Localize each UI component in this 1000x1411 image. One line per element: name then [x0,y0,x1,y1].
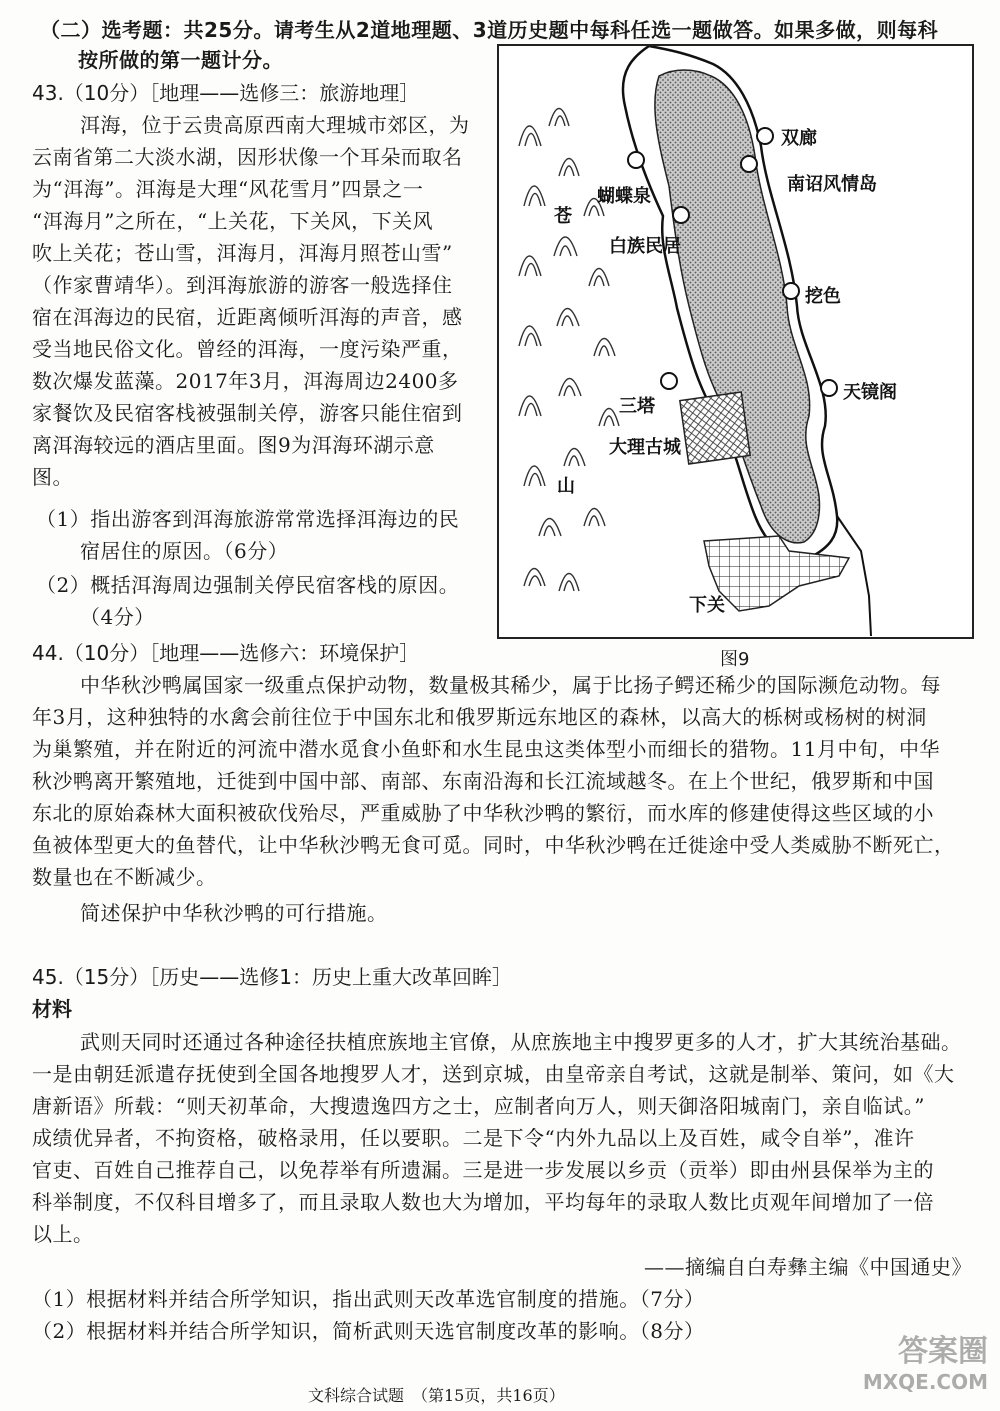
marker-hudiequan [628,152,644,168]
xiaguan-city [704,536,849,611]
label-hudiequan: 蝴蝶泉 [597,186,651,207]
q44-question: 简述保护中华秋沙鸭的可行措施。 [80,901,388,925]
q43-line: 图。 [32,465,73,489]
marker-nanzhao [741,156,757,172]
marker-shuanglang [757,128,773,144]
label-shan: 山 [557,476,575,497]
map-drawing [499,46,972,637]
q44-line: 数量也在不断减少。 [32,865,217,889]
label-dali: 大理古城 [609,437,681,458]
q45-sub2: （2）根据材料并结合所学知识，简析武则天选官制度改革的影响。（8分） [32,1319,705,1343]
erhai-map [497,44,974,639]
q43-line: 吹上关花；苍山雪，洱海月，洱海月照苍山雪” [32,241,453,265]
q44-line: 为巢繁殖，并在附近的河流中潜水觅食小鱼虾和水生昆虫这类体型小而细长的猎物。11月中旬，中华 [32,737,940,761]
q43-line: 数次爆发蓝藻。2017年3月，洱海周边2400多 [32,369,459,393]
q43-sub1-cont: 宿居住的原因。（6分） [80,539,289,563]
q43-line: 云南省第二大淡水湖，因形状像一个耳朵而取名 [32,145,463,169]
material-label: 材料 [32,997,72,1021]
q45-line: 科举制度，不仅科目增多了，而且录取人数也大为增加，平均每年的录取人数比贞观年间增加了一倍 [32,1190,934,1214]
q44-header: 44.（10分）［地理——选修六：环境保护］ [32,641,420,665]
q44-line: 秋沙鸭离开繁殖地，迁徙到中国中部、南部、东南沿海和长江流域越冬。在上个世纪，俄罗斯和中国 [32,769,934,793]
watermark-logo [838,1326,988,1406]
page-footer: 文科综合试题 （第15页，共16页） [308,1386,565,1405]
q43-passage [32,109,492,493]
q43-line: 宿在洱海边的民宿，近距离倾听洱海的声音，感 [32,305,463,329]
figure-caption: 图9 [720,649,750,670]
q45-passage [32,1026,972,1250]
q44-line: 东北的原始森林大面积被砍伐殆尽，严重威胁了中华秋沙鸭的繁衍，而水库的修建使得这些区域的小 [32,801,934,825]
cangshan-mountains [519,109,619,592]
q43-sub2: （2）概括洱海周边强制关停民宿客栈的原因。 [36,573,460,597]
q43-line: （作家曹靖华）。到洱海旅游的游客一般选择住 [32,273,453,297]
label-tianjingge: 天镜阁 [843,382,897,403]
q43-line: 离洱海较远的酒店里面。图9为洱海环湖示意 [32,433,435,457]
dali-old-town [680,392,750,464]
q45-sub1: （1）根据材料并结合所学知识，指出武则天改革选官制度的措施。（7分） [32,1287,705,1311]
label-shuanglang: 双廊 [781,128,817,149]
marker-baizu [673,207,689,223]
source-citation: ——摘编自白寿彝主编《中国通史》 [644,1255,972,1279]
q45-line: 武则天同时还通过各种途径扶植庶族地主官僚，从庶族地主中搜罗更多的人才，扩大其统治基础。 [80,1030,962,1054]
q44-line: 中华秋沙鸭属国家一级重点保护动物，数量极其稀少，属于比扬子鳄还稀少的国际濒危动物。每 [80,673,941,697]
label-xiaguan: 下关 [689,595,725,616]
watermark-text: 答案圈 [898,1334,988,1369]
q45-line: 以上。 [32,1222,94,1246]
watermark-url: MXQE.COM [862,1370,988,1394]
q45-line: 唐新语》所载：“则天初革命，大搜遗逸四方之士，应制者向万人，则天御洛阳城南门，亲自临试。” [32,1094,925,1118]
q45-line: 官吏、百姓自己推荐自己，以免荐举有所遗漏。三是进一步发展以乡贡（贡举）即由州县保举为主的 [32,1158,934,1182]
label-nanzhao: 南诏风情岛 [787,174,877,195]
label-santa: 三塔 [619,396,655,417]
q43-line: 家餐饮及民宿客栈被强制关停，游客只能住宿到 [32,401,463,425]
q43-sub2-cont: （4分） [80,605,155,629]
marker-tianjingge [821,380,837,396]
q43-header: 43.（10分）［地理——选修三：旅游地理］ [32,81,420,105]
label-wase: 挖色 [805,286,841,307]
q45-header: 45.（15分）［历史——选修1：历史上重大改革回眸］ [32,965,512,989]
label-cang: 苍 [554,206,572,227]
q44-line: 年3月，这种独特的水禽会前往位于中国东北和俄罗斯远东地区的森林，以高大的栎树或杨树的树洞 [32,705,927,729]
q45-line: 成绩优异者，不拘资格，破格录用，任以要职。二是下令“内外九品以上及百姓，咸令自举”，准许 [32,1126,915,1150]
q43-line: 受当地民俗文化。曾经的洱海，一度污染严重， [32,337,463,361]
q43-line: 为“洱海”。洱海是大理“风花雪月”四景之一 [32,177,424,201]
q43-sub1: （1）指出游客到洱海旅游常常选择洱海边的民 [36,507,460,531]
q43-line: “洱海月”之所在，“上关花，下关风，下关风 [32,209,434,233]
q44-passage [32,669,972,929]
q44-line: 鱼被体型更大的鱼替代，让中华秋沙鸭无食可觅。同时，中华秋沙鸭在迁徙途中受人类威胁不断死亡， [32,833,955,857]
q45-line: 一是由朝廷派遣存抚使到全国各地搜罗人才，送到京城，由皇帝亲自考试，这就是制举、策问，如《大 [32,1062,955,1086]
section-title: （二）选考题：共25分。请考生从2道地理题、3道历史题中每科任选一题做答。如果多做，则每科 [40,18,939,42]
marker-santa [661,373,677,389]
q43-line: 洱海，位于云贵高原西南大理城市郊区，为 [80,113,470,137]
label-baizu: 白族民居 [609,236,681,257]
section-title-cont: 按所做的第一题计分。 [78,48,283,72]
marker-wase [783,283,799,299]
